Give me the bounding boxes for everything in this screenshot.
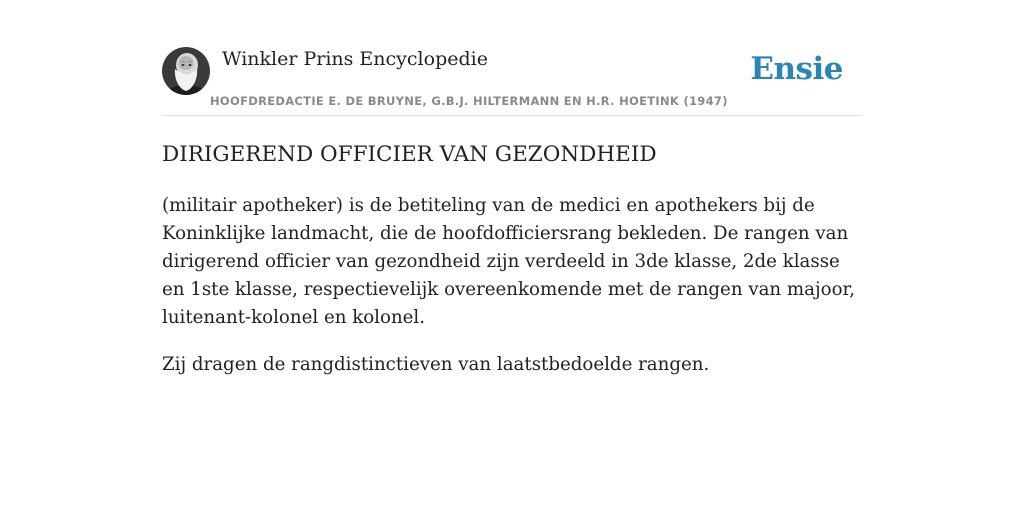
- editors-credit: HOOFDREDACTIE E. DE BRUYNE, G.B.J. HILTERMANN EN H.R. HOETINK (1947): [210, 94, 728, 108]
- avatar[interactable]: [162, 47, 210, 95]
- article-paragraph: Zij dragen de rangdistinctieven van laatstbedoelde rangen.: [162, 354, 710, 375]
- encyclopedia-title[interactable]: Winkler Prins Encyclopedie: [222, 48, 488, 70]
- article: [162, 140, 862, 379]
- entry-title: DIRIGEREND OFFICIER VAN GEZONDHEID: [162, 142, 657, 167]
- ensie-logo-link[interactable]: Ensie: [750, 51, 843, 87]
- bearded-man-portrait-icon: [162, 47, 210, 95]
- encyclopedia-header: [162, 46, 862, 116]
- article-paragraph: (militair apotheker) is de betiteling van de medici en apothekers bij de Koninklijke landmacht, die de hoofdofficiersrang bekleden. De rangen van dirigerend officier van gezondheid zijn verdeeld in 3de klasse, 2de klasse en 1ste klasse, respectievelijk overeenkomende met de rangen van majoor, luitenant-kolonel en kolonel.: [162, 195, 856, 328]
